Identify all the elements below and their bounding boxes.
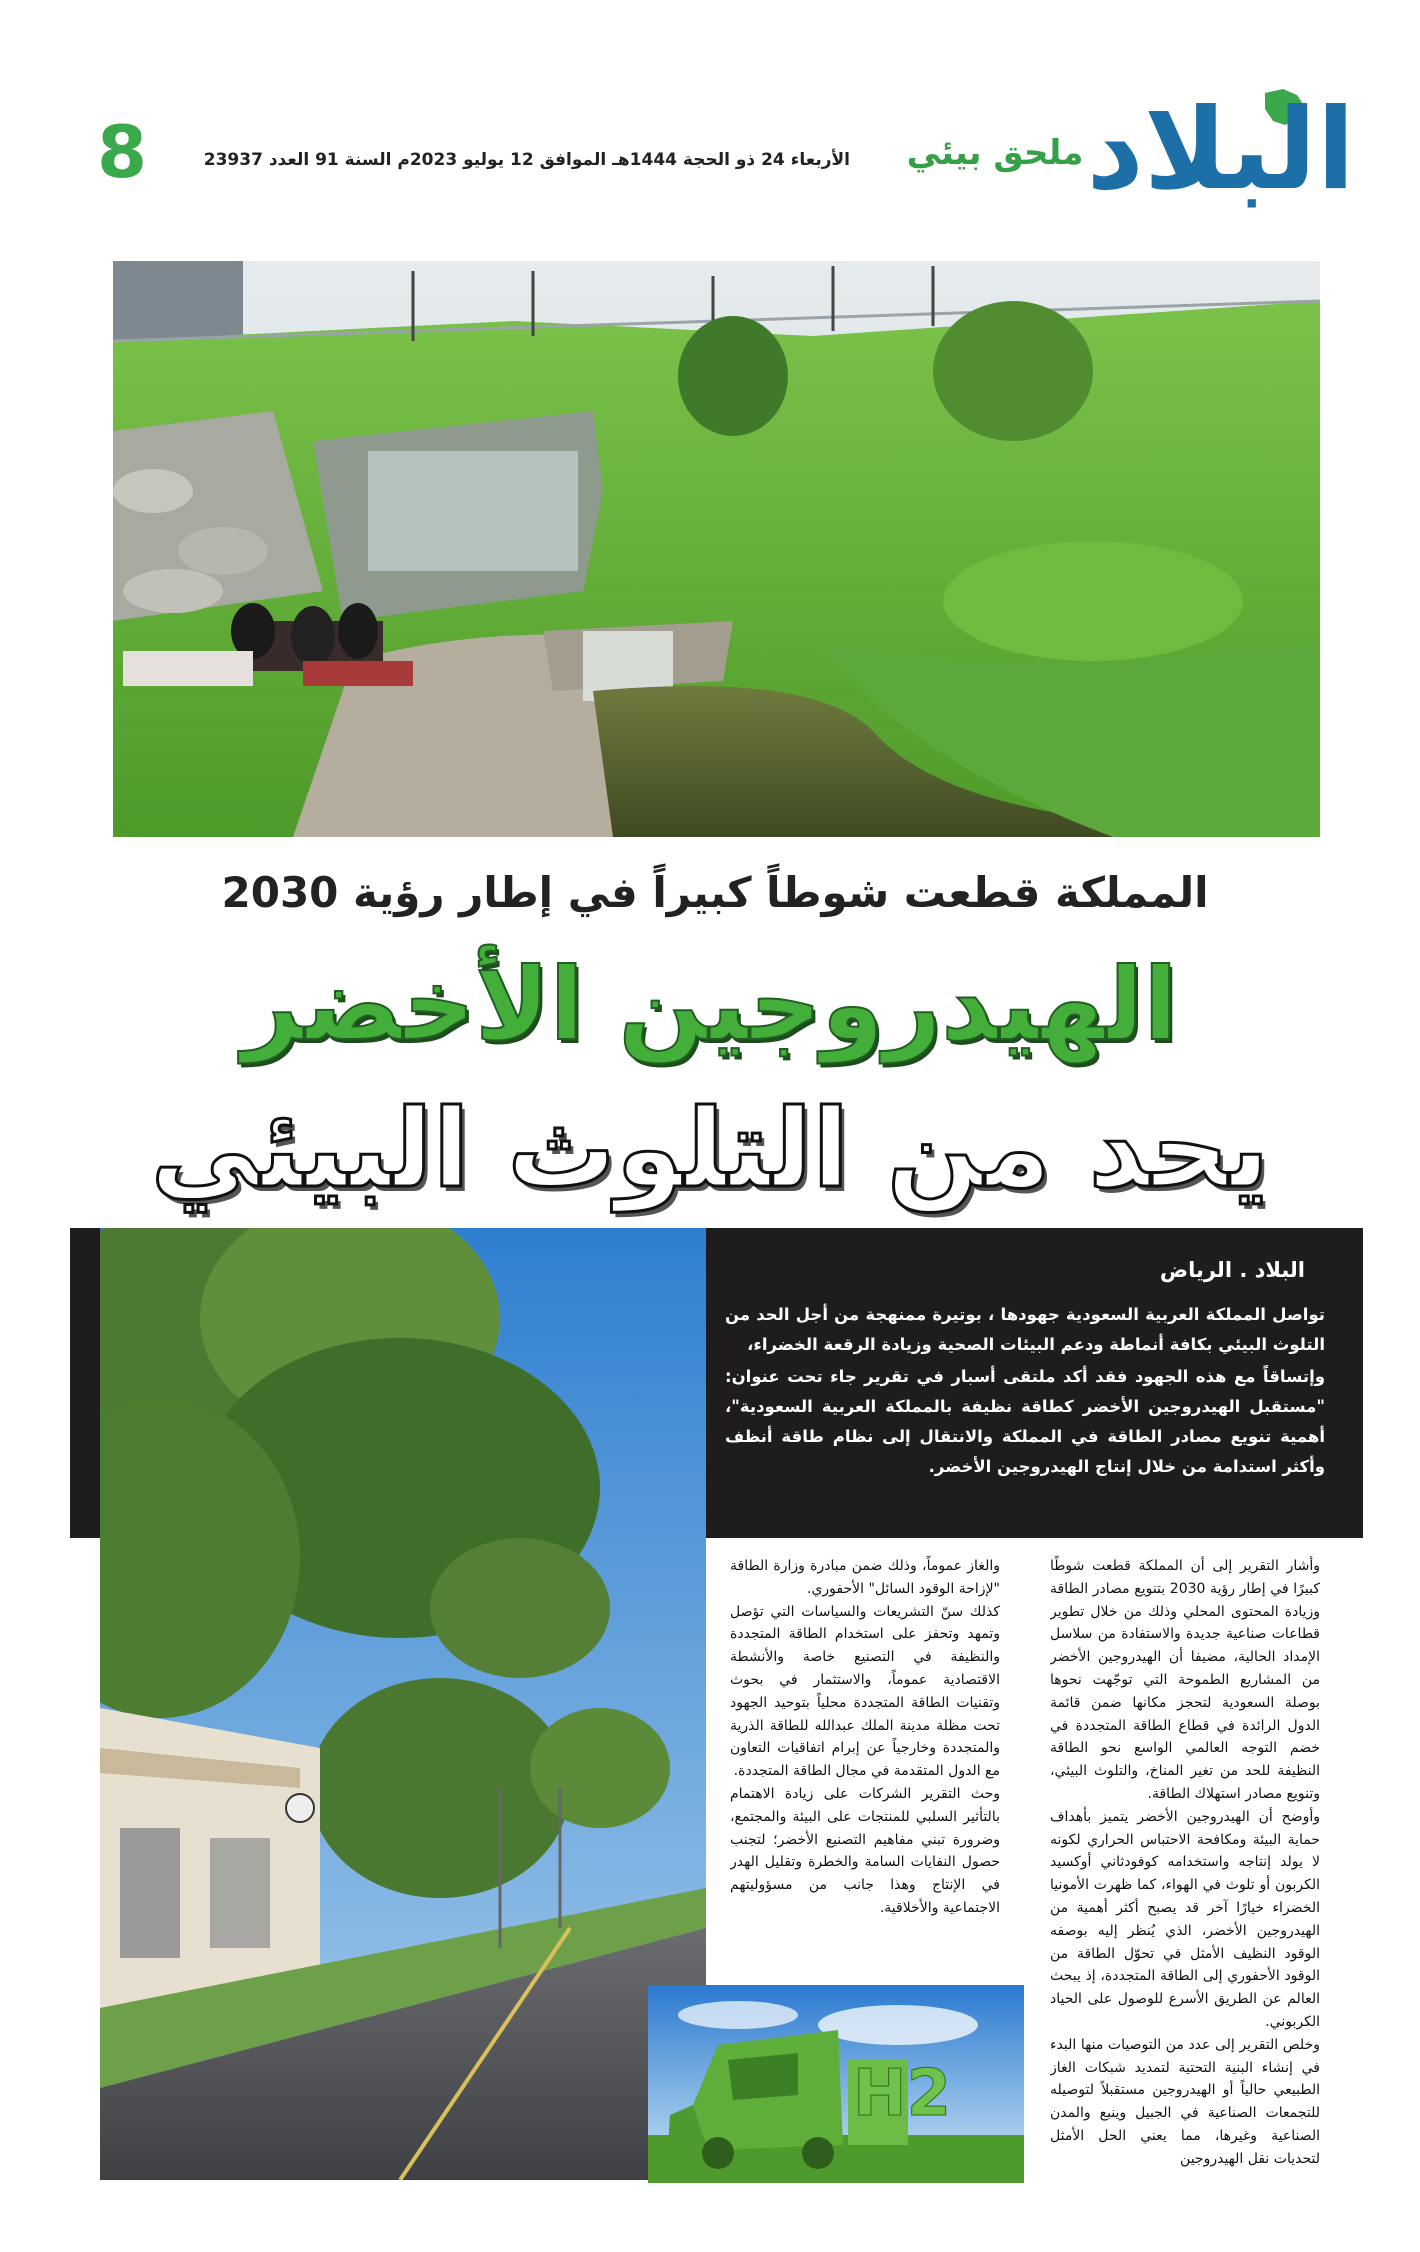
park-waterfall-photo bbox=[113, 261, 1320, 837]
headline-kicker: المملكة قطعت شوطاً كبيراً في إطار رؤية 2030 bbox=[221, 868, 1209, 917]
body-paragraph: وخلص التقرير إلى عدد من التوصيات منها البدء في إنشاء البنية التحتية لتمديد شبكات الغاز الطبيعي حالياً أو الهيدروجين مستقبلاً لتوصيله للتجمعات الصناعية في الجبيل وينبع والمدن الصناعية وغيرها، مما يعني الحل الأمثل لتحديات نقل الهيدروجين bbox=[1050, 2036, 1320, 2167]
street-trees-photo bbox=[100, 1228, 706, 2180]
newspaper-logo bbox=[1086, 85, 1355, 220]
body-paragraph: وحث التقرير الشركات على زيادة الاهتمام بالتأثير السلبي للمنتجات على البيئة والمجتمع، وضرورة تبني مفاهيم التصنيع الأخضر؛ لتجنب حصول النفايات السامة والخطرة وتقليل الهدر في الإنتاج وهذا جانب من مسؤوليتهم الاجتماعية والأخلاقية. bbox=[730, 1785, 1000, 1916]
h2-symbol: H2 bbox=[853, 2057, 952, 2131]
intro-paragraph: وإتساقاً مع هذه الجهود فقد أكد ملتقى أسبار في تقرير جاء تحت عنوان: "مستقبل الهيدروجين الأخضر كطاقة نظيفة بالمملكة العربية السعودية"، أهمية تنويع مصادر الطاقة في المملكة والانتقال إلى نظام طاقة أنظف وأكثر استدامة من خلال إنتاج الهيدروجين الأخضر. bbox=[725, 1367, 1325, 1476]
body-paragraph: وأوضح أن الهيدروجين الأخضر يتميز بأهداف حماية البيئة ومكافحة الاحتباس الحراري لكونه لا يولد إنتاجه واستخدامه كوفودثاني أوكسيد الكربون أو تلوث في الهواء، كما ظهرت الأمونيا الخضراء خيارًا آخر قد يصبح أكثر أهمية من الهيدروجين الأخضر، الذي يُنظر إليه بوصفه الوقود النظيف الأمثل في تحوّل الطاقة من الوقود الأحفوري إلى الطاقة المتجددة، إذ يبحث العالم عن الطريق الأسرع للوصول على الحياد الكربوني. bbox=[1050, 1808, 1320, 2030]
body-paragraph: والغاز عموماً، وذلك ضمن مبادرة وزارة الطاقة "لإزاحة الوقود السائل" الأحفوري. bbox=[730, 1558, 1000, 1597]
byline: البلاد . الرياض bbox=[1159, 1258, 1305, 1282]
supplement-title: ملحق بيئي bbox=[906, 133, 1084, 173]
intro-paragraph: تواصل المملكة العربية السعودية جهودها ، بوتيرة ممنهجة من أجل الحد من التلوث البيئي بكافة أنماطة ودعم البيئات الصحية وزيادة الرقعة الخضراء، bbox=[725, 1305, 1325, 1354]
body-paragraph: كذلك سنّ التشريعات والسياسات التي تؤصل وتمهد وتحفز على استخدام الطاقة المتجددة والنظيفة في التصنيع خاصة والأنشطة الاقتصادية عموماً، والاستثمار في بحوث وتقنيات الطاقة المتجددة محلياً بتوحيد الجهود تحت مظلة مدينة الملك عبدالله للطاقة الذرية والمتجددة وخارجياً عن إبرام اتفاقيات التعاون مع الدول المتقدمة في مجال الطاقة المتجددة. bbox=[730, 1603, 1000, 1780]
article-column-middle bbox=[730, 1555, 1000, 1960]
page-number: 8 bbox=[96, 110, 148, 194]
article-column-right bbox=[1050, 1555, 1320, 2195]
green-hydrogen-truck-image bbox=[648, 1985, 1024, 2183]
logo-wordmark: البلاد bbox=[1086, 85, 1355, 215]
sub-headline: يحد من التلوث البيئي bbox=[150, 1087, 1270, 1212]
issue-dateline: الأربعاء 24 ذو الحجة 1444هـ الموافق 12 يوليو 2023م السنة 91 العدد 23937 bbox=[203, 150, 850, 170]
body-paragraph: وأشار التقرير إلى أن المملكة قطعت شوطًا كبيرًا في إطار رؤية 2030 بتنويع مصادر الطاقة وزيادة المحتوى المحلي وذلك من خلال تطوير قطاعات صناعية جديدة والاستفادة من سلاسل الإمداد الحالية، مضيفا أن الهيدروجين الأخضر من المشاريع الطموحة التي توجّهت نحوها بوصلة السعودية لتحجز مكانها ضمن قائمة الدول الرائدة في قطاع الطاقة المتجددة في خضم التوجه العالمي الواسع نحو الطاقة النظيفة للحد من تغير المناخ، والتلوث البيئي، وتنويع مصادر استهلاك الطاقة. bbox=[1050, 1558, 1320, 1802]
intro-text bbox=[725, 1300, 1325, 1484]
main-headline: الهيدروجين الأخضر bbox=[242, 946, 1178, 1063]
